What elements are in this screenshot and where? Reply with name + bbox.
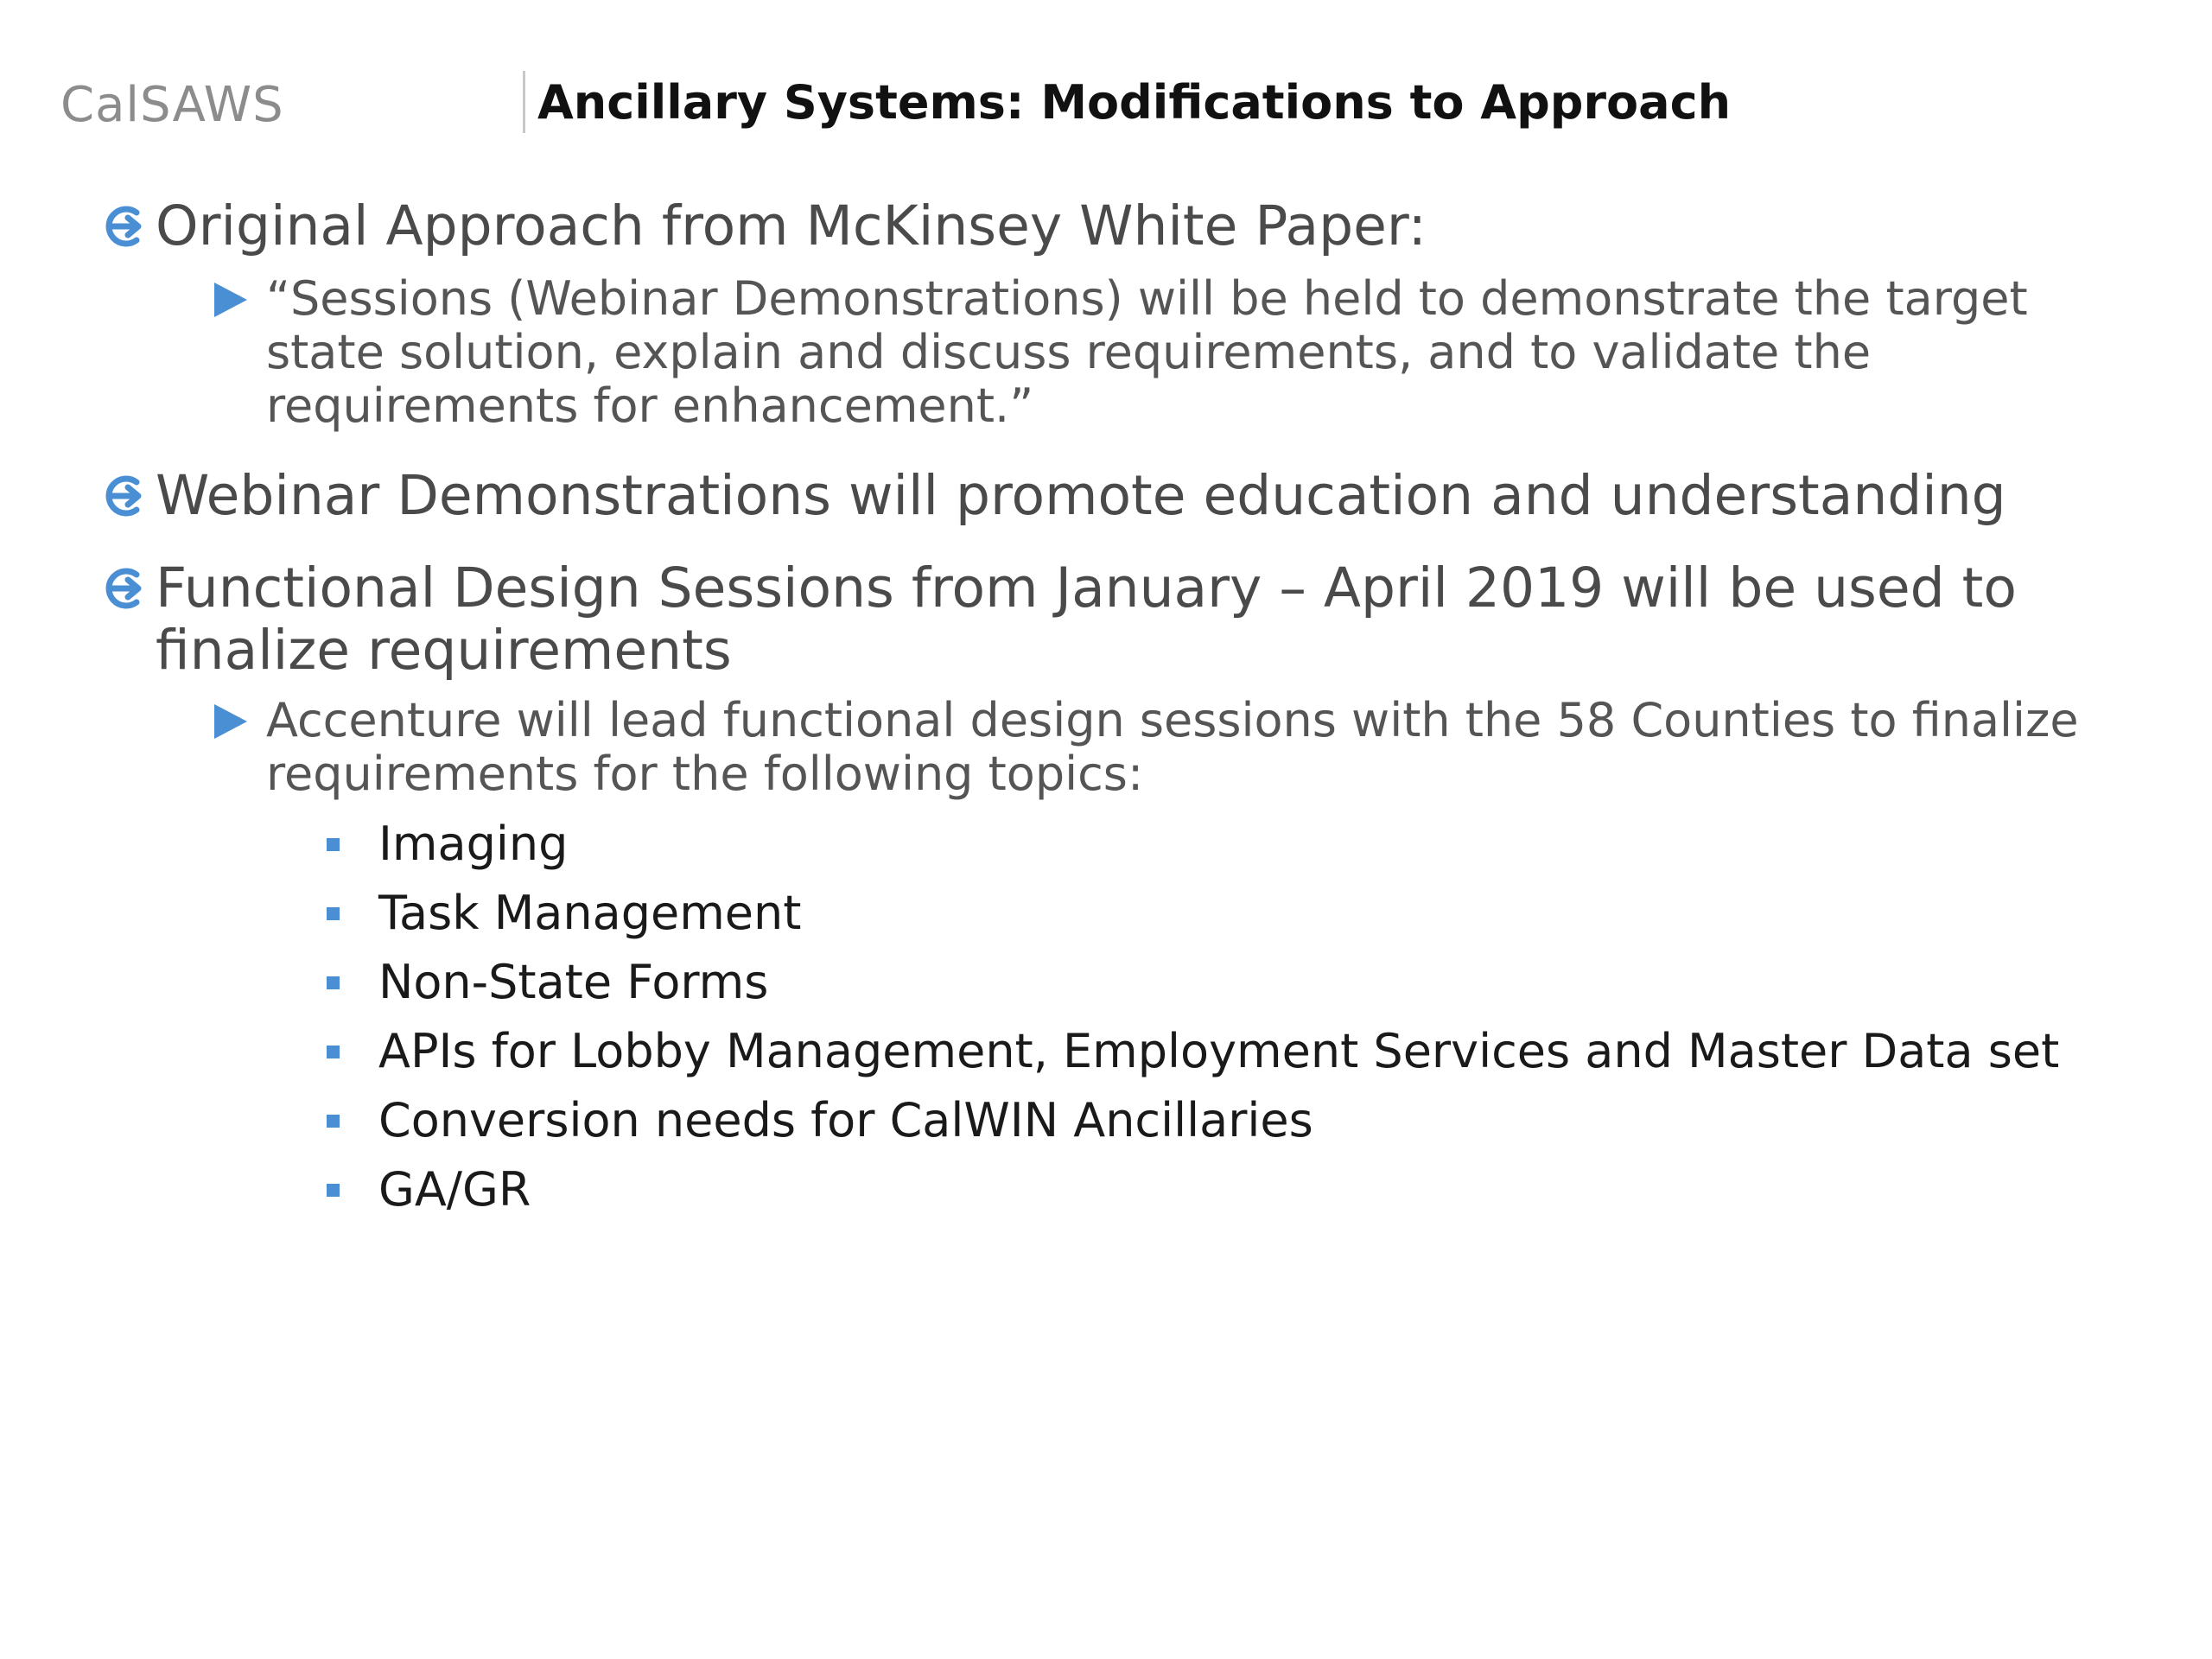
square-bullet-icon [327,1046,340,1058]
bullet-original-approach: Original Approach from McKinsey White Paper: [156,194,1427,257]
square-bullet-icon [327,838,340,851]
topic-item: Non-State Forms [378,955,769,1009]
circled-arrow-icon [105,474,143,518]
sub-bullet-accenture-sessions: Accenture will lead functional design sessions with the 58 Counties to finalize requirements for the following topics: [266,693,2079,801]
topic-item: Conversion needs for CalWIN Ancillaries [378,1093,1313,1147]
circled-arrow-icon [105,567,143,610]
square-bullet-icon [327,976,340,989]
sub-bullet-sessions-quote: “Sessions (Webinar Demonstrations) will be held to demonstrate the target state solution, explain and discuss requirements, and to validate the requirements for enhancement.” [266,271,2028,433]
topic-item: GA/GR [378,1162,531,1217]
square-bullet-icon [327,1115,340,1128]
header-divider [523,71,525,133]
bullet-functional-design-sessions: Functional Design Sessions from January – April 2019 will be used to finalize requirements [156,556,2017,682]
square-bullet-icon [327,907,340,920]
triangle-bullet-icon [214,704,247,739]
topic-item: Task Management [378,886,802,940]
triangle-bullet-icon [214,283,247,317]
bullet-webinar-demonstrations: Webinar Demonstrations will promote education and understanding [156,464,2006,527]
slide-title: Ancillary Systems: Modifications to Approach [537,75,1732,130]
calsaws-logo: CalSAWS [60,77,284,133]
circled-arrow-icon [105,205,143,248]
square-bullet-icon [327,1184,340,1197]
topic-item: Imaging [378,817,569,871]
topic-item: APIs for Lobby Management, Employment Services and Master Data set [378,1024,2060,1078]
